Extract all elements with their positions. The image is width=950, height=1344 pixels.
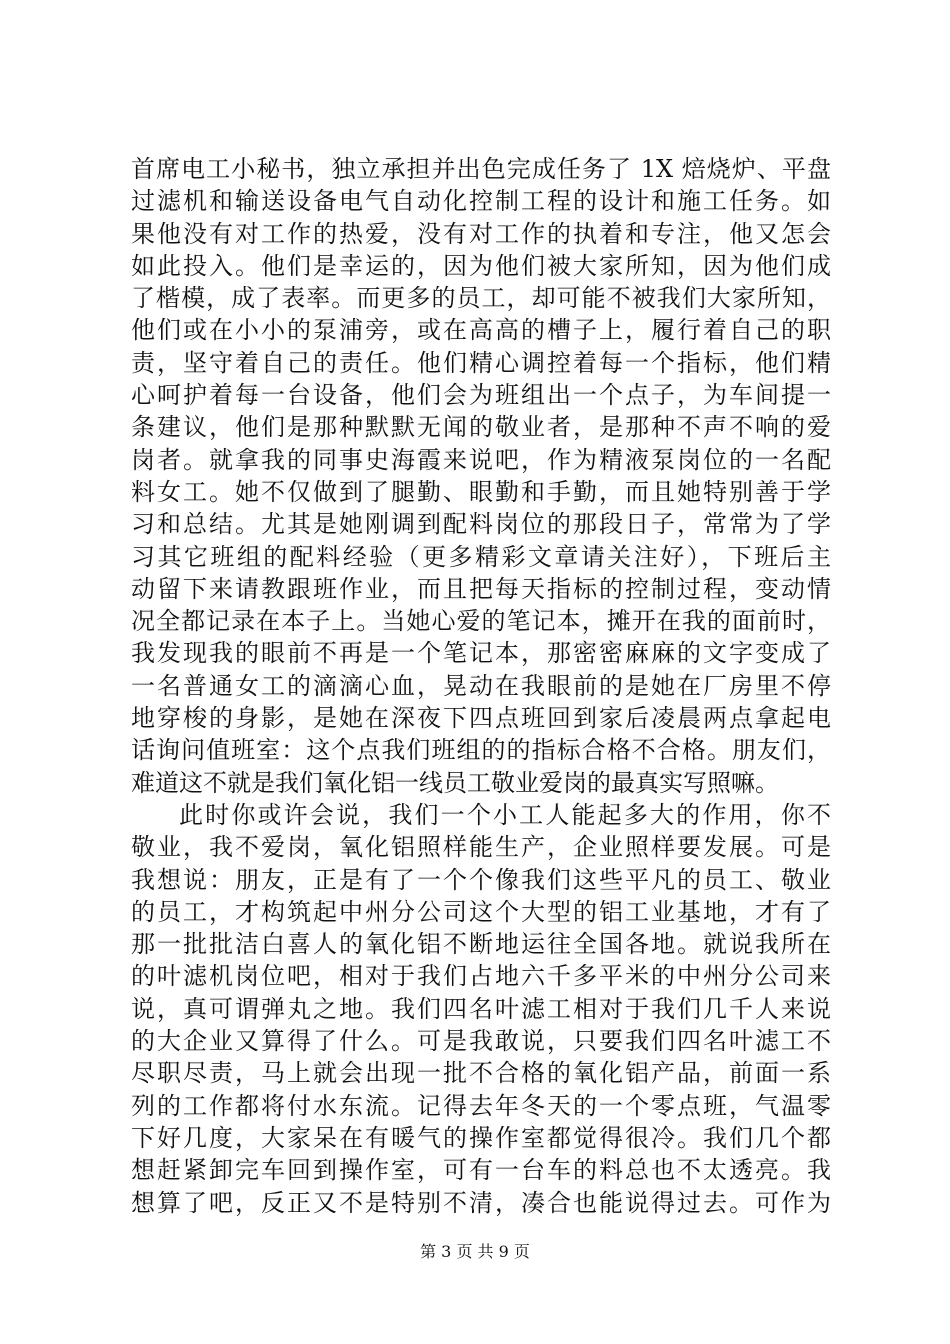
text-line: 难道这不就是我们氧化铝一线员工敬业爱岗的最真实写照嘛。 — [131, 768, 779, 797]
body-text — [131, 153, 831, 1219]
text-line: 的大企业又算得了什么。可是我敢说，只要我们四名叶滤工不 — [131, 1027, 831, 1056]
text-line: 果他没有对工作的热爱，没有对工作的执着和专注，他又怎会 — [131, 219, 831, 248]
text-line: 话询问值班室：这个点我们班组的的指标合格不合格。朋友们， — [131, 736, 831, 765]
text-line: 此时你或许会说，我们一个小工人能起多大的作用，你不 — [179, 800, 831, 829]
text-line: 习其它班组的配料经验（更多精彩文章请关注好），下班后主 — [131, 542, 831, 571]
text-line: 习和总结。尤其是她刚调到配料岗位的那段日子，常常为了学 — [131, 510, 831, 539]
text-line: 我发现我的眼前不再是一个笔记本，那密密麻麻的文字变成了 — [131, 639, 831, 668]
text-line: 敬业，我不爱岗，氧化铝照样能生产，企业照样要发展。可是 — [131, 833, 831, 862]
text-line: 地穿梭的身影，是她在深夜下四点班回到家后凌晨两点拿起电 — [131, 704, 831, 733]
text-line: 料女工。她不仅做到了腿勤、眼勤和手勤，而且她特别善于学 — [131, 477, 831, 506]
text-line: 尽职尽责，马上就会出现一批不合格的氧化铝产品，前面一系 — [131, 1059, 831, 1088]
page-footer: 第 3 页 共 9 页 — [420, 1242, 530, 1261]
text-line: 岗者。就拿我的同事史海霞来说吧，作为精液泵岗位的一名配 — [131, 445, 831, 474]
text-line: 想赶紧卸完车回到操作室，可有一台车的料总也不太透亮。我 — [131, 1156, 831, 1185]
text-line: 动留下来请教跟班作业，而且把每天指标的控制过程，变动情 — [131, 574, 831, 603]
text-line: 过滤机和输送设备电气自动化控制工程的设计和施工任务。如 — [131, 187, 831, 216]
text-line: 心呵护着每一台设备，他们会为班组出一个点子，为车间提一 — [131, 381, 831, 410]
text-line: 的叶滤机岗位吧，相对于我们占地六千多平米的中州分公司来 — [131, 962, 831, 991]
text-line: 责，坚守着自己的责任。他们精心调控着每一个指标，他们精 — [131, 348, 831, 377]
text-line: 想算了吧，反正又不是特别不清，凑合也能说得过去。可作为 — [131, 1188, 831, 1217]
text-line: 的员工，才构筑起中州分公司这个大型的铝工业基地，才有了 — [131, 897, 831, 926]
text-line: 如此投入。他们是幸运的，因为他们被大家所知，因为他们成 — [131, 251, 831, 280]
text-line: 那一批批洁白喜人的氧化铝不断地运往全国各地。就说我所在 — [131, 930, 831, 959]
text-line: 列的工作都将付水东流。记得去年冬天的一个零点班，气温零 — [131, 1091, 831, 1120]
text-line: 说，真可谓弹丸之地。我们四名叶滤工相对于我们几千人来说 — [131, 994, 831, 1023]
text-line: 首席电工小秘书，独立承担并出色完成任务了 1X 焙烧炉、平盘 — [131, 155, 831, 183]
text-line: 他们或在小小的泵浦旁，或在高高的槽子上，履行着自己的职 — [131, 316, 831, 345]
text-line: 一名普通女工的滴滴心血，晃动在我眼前的是她在厂房里不停 — [131, 671, 831, 700]
text-line: 条建议，他们是那种默默无闻的敬业者，是那种不声不响的爱 — [131, 413, 831, 442]
text-line: 我想说：朋友，正是有了一个个像我们这些平凡的员工、敬业 — [131, 865, 831, 894]
text-line: 了楷模，成了表率。而更多的员工，却可能不被我们大家所知， — [131, 284, 831, 313]
text-line: 下好几度，大家呆在有暖气的操作室都觉得很冷。我们几个都 — [131, 1123, 831, 1152]
text-line: 况全都记录在本子上。当她心爱的笔记本，摊开在我的面前时， — [131, 607, 831, 636]
